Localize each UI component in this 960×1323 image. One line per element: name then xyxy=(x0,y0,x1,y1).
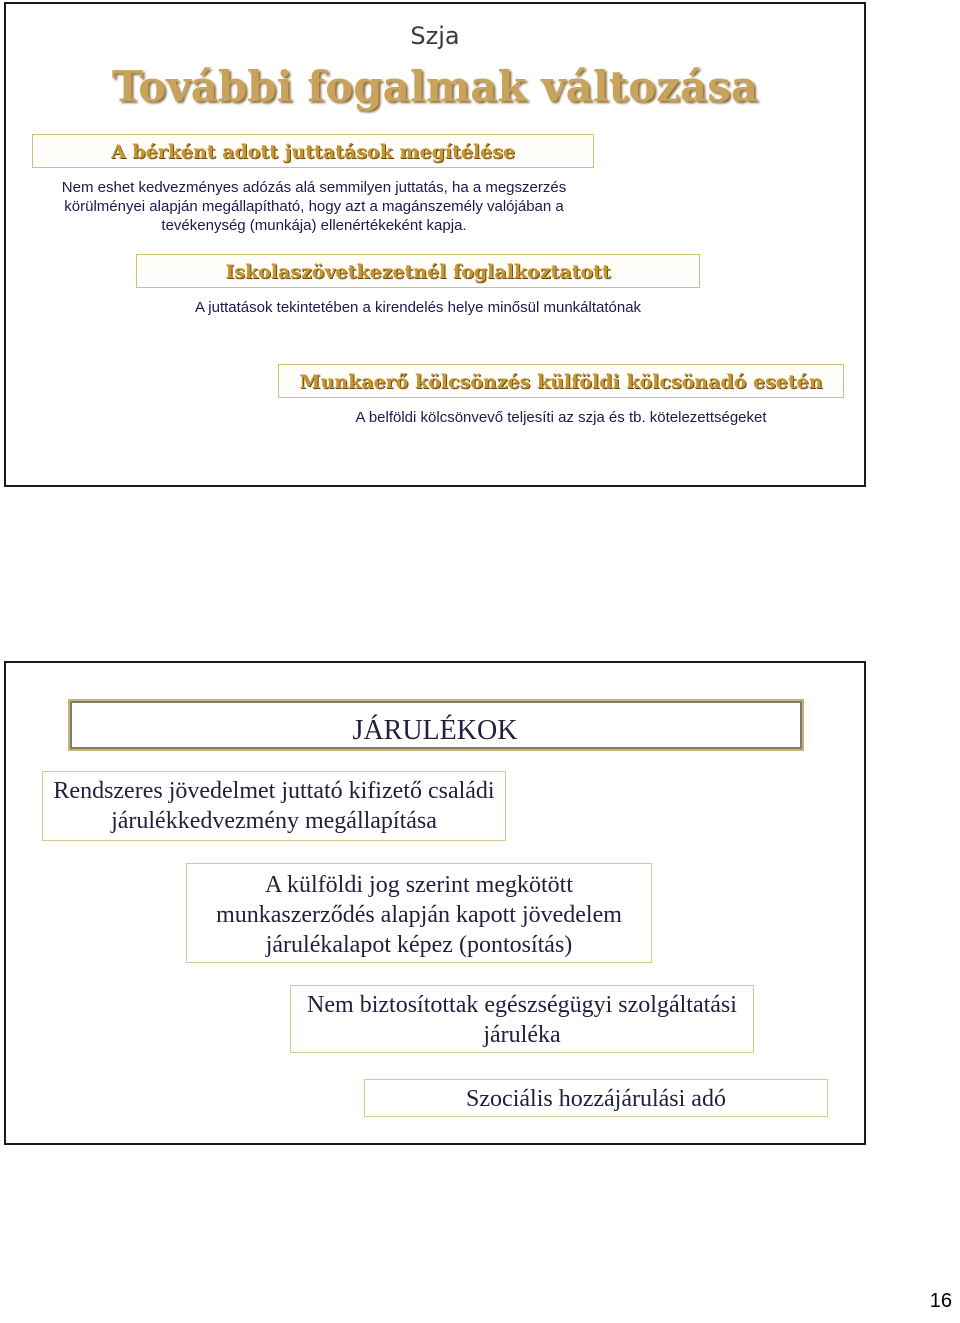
section-text-3: A belföldi kölcsönvevő teljesíti az szja és tb. kötelezettségeket xyxy=(355,409,767,426)
slide-title: JÁRULÉKOK xyxy=(352,715,518,746)
section-heading-3: Munkaerő kölcsönzés külföldi kölcsönadó esetén xyxy=(278,364,844,398)
item-box-1: Rendszeres jövedelmet juttató kifizető családi járulékkedvezmény megállapítása xyxy=(42,771,506,841)
item-box-2: A külföldi jog szerint megkötött munkaszerződés alapján kapott jövedelem járulékalapot képez (pontosítás) xyxy=(186,863,652,963)
item-box-3: Nem biztosítottak egészségügyi szolgáltatási járuléka xyxy=(290,985,754,1053)
slide-jarulekok xyxy=(4,661,866,1145)
section-heading-1: A bérként adott juttatások megítélése xyxy=(32,134,594,168)
section-text-1: Nem eshet kedvezményes adózás alá semmilyen juttatás, ha a megszerzés körülményei alapján megállapítható, hogy azt a magánszemély valójában a tevékenység (munkája) ellenértékeként kapja. xyxy=(61,179,567,234)
page-number: 16 xyxy=(929,1290,952,1312)
section-heading-2: Iskolaszövetkezetnél foglalkoztatott xyxy=(136,254,700,288)
slide-szja xyxy=(4,2,866,487)
slide-title: További fogalmak változása xyxy=(111,62,759,111)
item-box-4: Szociális hozzájárulási adó xyxy=(364,1079,828,1117)
slide-subject: Szja xyxy=(410,22,460,50)
section-text-2: A juttatások tekintetében a kirendelés helye minősül munkáltatónak xyxy=(194,299,642,316)
